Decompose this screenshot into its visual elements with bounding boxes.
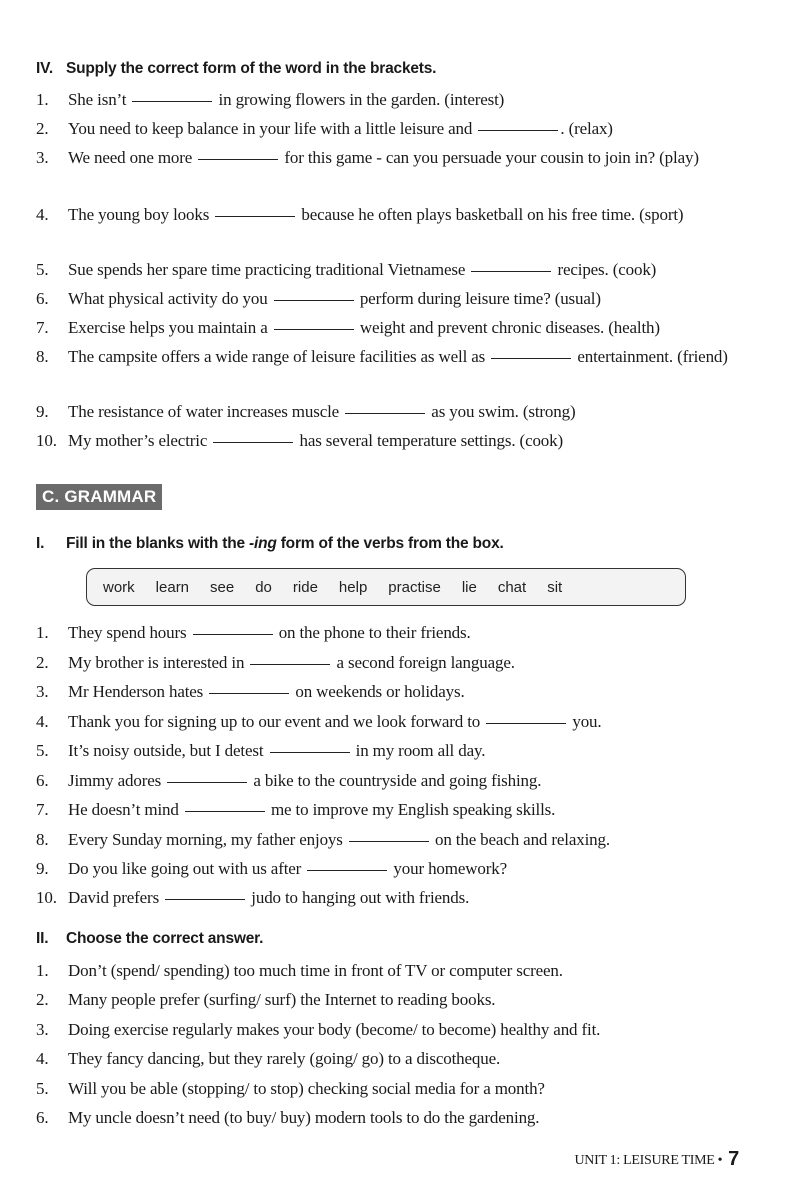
exercise-item xyxy=(36,768,746,794)
item-sentence xyxy=(68,399,746,425)
item-number: 6. xyxy=(36,1108,49,1127)
choice-item xyxy=(36,1105,746,1131)
exercise-item xyxy=(36,650,746,676)
answer-blank[interactable] xyxy=(165,898,245,900)
item-sentence xyxy=(68,87,746,113)
sentence-before-blank: Sue spends her spare time practicing traditional Vietnamese xyxy=(68,260,466,279)
word-box-verb: practise xyxy=(388,578,441,596)
item-number: 4. xyxy=(36,205,49,224)
choice-item xyxy=(36,1076,746,1102)
answer-blank[interactable] xyxy=(132,100,212,102)
choice-item xyxy=(36,987,746,1013)
exercise-item xyxy=(36,315,746,341)
word-box-verb: chat xyxy=(497,578,527,596)
exercise-item xyxy=(36,145,746,171)
item-sentence xyxy=(68,116,746,142)
sentence-after-blank: on the beach and relaxing. xyxy=(434,830,610,849)
item-number: 2. xyxy=(36,990,49,1009)
sentence-before-blank: My brother is interested in xyxy=(68,653,245,672)
answer-blank[interactable] xyxy=(167,781,247,783)
item-sentence xyxy=(68,315,746,341)
item-number: 10. xyxy=(36,888,57,907)
exercise-item xyxy=(36,827,746,853)
item-number: 3. xyxy=(36,148,49,167)
sentence-before-blank: She isn’t xyxy=(68,90,127,109)
word-box-verb: sit xyxy=(547,578,563,596)
item-number: 2. xyxy=(36,119,49,138)
exercise-item xyxy=(36,286,746,312)
sentence-before-blank: You need to keep balance in your life with a little leisure and xyxy=(68,119,473,138)
answer-blank[interactable] xyxy=(270,751,350,753)
item-sentence xyxy=(68,679,746,705)
answer-blank[interactable] xyxy=(274,299,354,301)
item-number: 6. xyxy=(36,771,49,790)
item-sentence xyxy=(68,620,746,646)
sentence-before-blank: My mother’s electric xyxy=(68,431,208,450)
item-sentence: Will you be able (stopping/ to stop) checking social media for a month? xyxy=(68,1079,545,1098)
sentence-before-blank: Mr Henderson hates xyxy=(68,682,204,701)
word-box-verb: help xyxy=(338,578,368,596)
section-instruction: Choose the correct answer. xyxy=(66,930,264,947)
sentence-after-blank: in growing flowers in the garden. (interest) xyxy=(218,90,505,109)
item-sentence xyxy=(68,344,746,370)
item-number: 10. xyxy=(36,431,57,450)
item-number: 2. xyxy=(36,653,49,672)
item-number: 1. xyxy=(36,623,49,642)
sentence-before-blank: Jimmy adores xyxy=(68,771,162,790)
answer-blank[interactable] xyxy=(478,129,558,131)
sentence-after-blank: you. xyxy=(572,712,602,731)
sentence-after-blank: perform during leisure time? (usual) xyxy=(359,289,601,308)
item-sentence xyxy=(68,145,746,171)
instruction-part: Fill in the blanks with the xyxy=(66,535,249,552)
item-number: 5. xyxy=(36,1079,49,1098)
sentence-before-blank: What physical activity do you xyxy=(68,289,268,308)
exercise-item xyxy=(36,202,746,228)
exercise-item xyxy=(36,709,746,735)
answer-blank[interactable] xyxy=(349,840,429,842)
section-number: I. xyxy=(36,535,45,552)
answer-blank[interactable] xyxy=(185,810,265,812)
item-sentence xyxy=(68,856,746,882)
answer-blank[interactable] xyxy=(215,215,295,217)
bullet-separator: • xyxy=(717,1153,723,1168)
page-footer xyxy=(574,1148,739,1171)
item-number: 6. xyxy=(36,289,49,308)
answer-blank[interactable] xyxy=(193,633,273,635)
exercise-item xyxy=(36,428,746,454)
item-sentence xyxy=(68,257,746,283)
answer-blank[interactable] xyxy=(486,722,566,724)
item-number: 7. xyxy=(36,318,49,337)
sentence-before-blank: He doesn’t mind xyxy=(68,800,179,819)
item-number: 8. xyxy=(36,347,49,366)
sentence-after-blank: a second foreign language. xyxy=(336,653,515,672)
item-number: 7. xyxy=(36,800,49,819)
sentence-after-blank: as you swim. (strong) xyxy=(431,402,576,421)
item-number: 3. xyxy=(36,1020,49,1039)
sentence-after-blank: judo to hanging out with friends. xyxy=(251,888,470,907)
sentence-before-blank: Thank you for signing up to our event and we look forward to xyxy=(68,712,481,731)
sentence-after-blank: on weekends or holidays. xyxy=(295,682,465,701)
sentence-before-blank: The resistance of water increases muscle xyxy=(68,402,340,421)
unit-title: UNIT 1: LEISURE TIME xyxy=(574,1153,715,1168)
item-sentence xyxy=(68,286,746,312)
sentence-after-blank: . (relax) xyxy=(560,119,613,138)
sentence-after-blank: for this game - can you persuade your cousin to join in? (play) xyxy=(284,148,699,167)
item-sentence xyxy=(68,738,746,764)
sentence-before-blank: David prefers xyxy=(68,888,160,907)
item-number: 9. xyxy=(36,859,49,878)
sentence-before-blank: The campsite offers a wide range of leisure facilities as well as xyxy=(68,347,486,366)
word-box-verb: learn xyxy=(155,578,190,596)
instruction-part: form of the verbs from the box. xyxy=(276,535,504,552)
page-number: 7 xyxy=(728,1148,739,1170)
item-sentence xyxy=(68,709,746,735)
item-sentence xyxy=(68,202,746,228)
word-box-verb: work xyxy=(103,578,135,596)
exercise-item xyxy=(36,399,746,425)
grammar-i-heading xyxy=(36,535,504,553)
answer-blank[interactable] xyxy=(209,692,289,694)
instruction-italic: -ing xyxy=(249,535,277,552)
section-iv-heading xyxy=(36,60,436,78)
sentence-before-blank: It’s noisy outside, but I detest xyxy=(68,741,264,760)
item-sentence xyxy=(68,827,746,853)
word-box-verb: do xyxy=(255,578,272,596)
sentence-after-blank: in my room all day. xyxy=(355,741,486,760)
sentence-after-blank: has several temperature settings. (cook) xyxy=(299,431,564,450)
sentence-after-blank: me to improve my English speaking skills. xyxy=(270,800,556,819)
item-sentence: Doing exercise regularly makes your body (become/ to become) healthy and fit. xyxy=(68,1020,601,1039)
sentence-after-blank: on the phone to their friends. xyxy=(278,623,471,642)
exercise-item xyxy=(36,257,746,283)
exercise-item xyxy=(36,620,746,646)
answer-blank[interactable] xyxy=(250,663,330,665)
sentence-after-blank: entertainment. (friend) xyxy=(577,347,728,366)
sentence-after-blank: your homework? xyxy=(393,859,507,878)
sentence-after-blank: weight and prevent chronic diseases. (health) xyxy=(359,318,660,337)
answer-blank[interactable] xyxy=(213,441,293,443)
sentence-before-blank: Every Sunday morning, my father enjoys xyxy=(68,830,343,849)
answer-blank[interactable] xyxy=(491,357,571,359)
item-sentence: Don’t (spend/ spending) too much time in front of TV or computer screen. xyxy=(68,961,563,980)
word-box-verb: ride xyxy=(292,578,318,596)
item-sentence: My uncle doesn’t need (to buy/ buy) modern tools to do the gardening. xyxy=(68,1108,540,1127)
item-number: 5. xyxy=(36,741,49,760)
item-number: 8. xyxy=(36,830,49,849)
item-sentence: Many people prefer (surfing/ surf) the Internet to reading books. xyxy=(68,990,496,1009)
item-sentence xyxy=(68,797,746,823)
answer-blank[interactable] xyxy=(274,328,354,330)
item-sentence xyxy=(68,768,746,794)
exercise-item xyxy=(36,679,746,705)
item-number: 5. xyxy=(36,260,49,279)
answer-blank[interactable] xyxy=(471,270,551,272)
sentence-before-blank: We need one more xyxy=(68,148,193,167)
item-number: 3. xyxy=(36,682,49,701)
item-number: 4. xyxy=(36,1049,49,1068)
verb-word-box xyxy=(86,568,686,606)
item-sentence xyxy=(68,885,746,911)
item-number: 1. xyxy=(36,90,49,109)
sentence-before-blank: They spend hours xyxy=(68,623,187,642)
section-number: II. xyxy=(36,930,49,947)
answer-blank[interactable] xyxy=(307,869,387,871)
item-sentence: They fancy dancing, but they rarely (going/ go) to a discotheque. xyxy=(68,1049,501,1068)
exercise-item xyxy=(36,885,746,911)
answer-blank[interactable] xyxy=(198,158,278,160)
choice-item xyxy=(36,1017,746,1043)
item-sentence xyxy=(68,650,746,676)
grammar-ii-heading xyxy=(36,930,263,948)
grammar-section-badge: C. GRAMMAR xyxy=(36,484,162,510)
choice-item xyxy=(36,1046,746,1072)
choice-item xyxy=(36,958,746,984)
word-box-verb: lie xyxy=(461,578,477,596)
sentence-before-blank: Do you like going out with us after xyxy=(68,859,302,878)
item-sentence xyxy=(68,428,746,454)
exercise-item xyxy=(36,797,746,823)
sentence-after-blank: because he often plays basketball on his free time. (sport) xyxy=(301,205,684,224)
exercise-item xyxy=(36,87,746,113)
answer-blank[interactable] xyxy=(345,412,425,414)
sentence-after-blank: a bike to the countryside and going fishing. xyxy=(253,771,542,790)
exercise-item xyxy=(36,738,746,764)
section-instruction: Supply the correct form of the word in the brackets. xyxy=(66,60,437,77)
exercise-item xyxy=(36,116,746,142)
exercise-item xyxy=(36,344,746,370)
item-number: 4. xyxy=(36,712,49,731)
item-number: 1. xyxy=(36,961,49,980)
sentence-after-blank: recipes. (cook) xyxy=(557,260,657,279)
section-number: IV. xyxy=(36,60,53,77)
sentence-before-blank: Exercise helps you maintain a xyxy=(68,318,268,337)
sentence-before-blank: The young boy looks xyxy=(68,205,210,224)
item-number: 9. xyxy=(36,402,49,421)
exercise-item xyxy=(36,856,746,882)
word-box-verb: see xyxy=(210,578,235,596)
